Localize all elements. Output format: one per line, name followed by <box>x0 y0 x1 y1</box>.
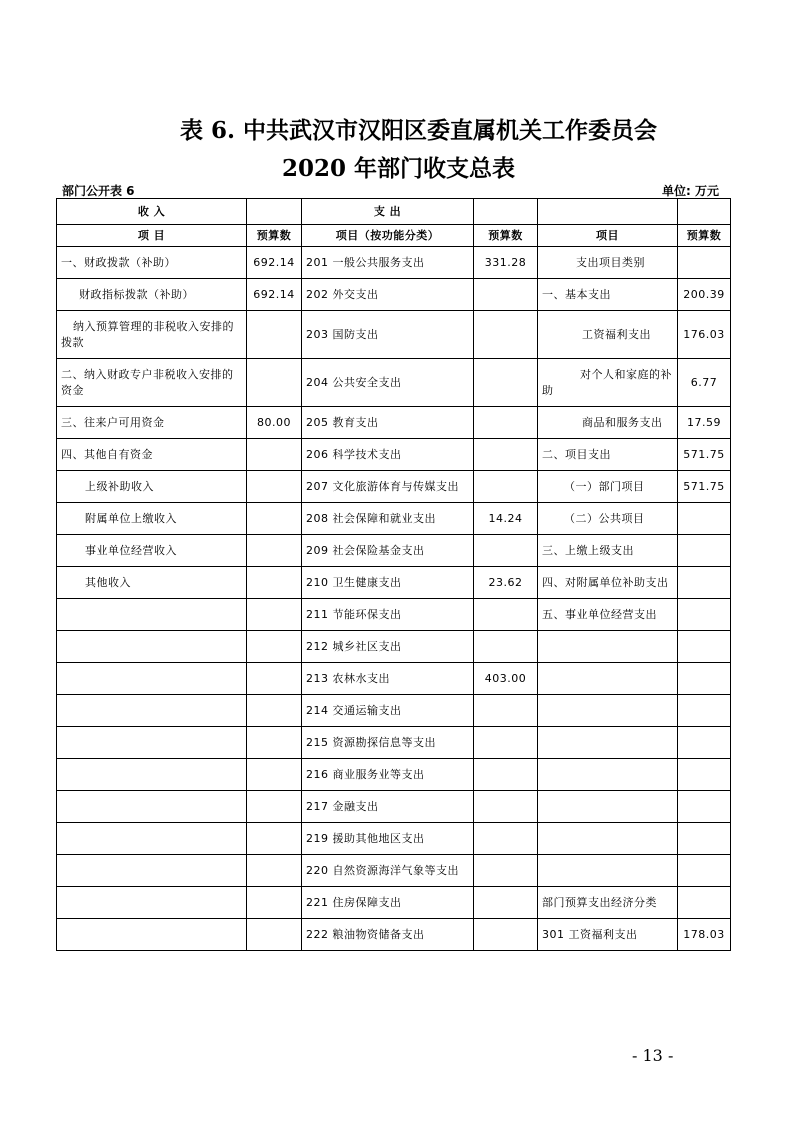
income-value <box>247 631 302 663</box>
expense-item: 216 商业服务业等支出 <box>302 759 474 791</box>
income-value <box>247 759 302 791</box>
expense-item: 209 社会保险基金支出 <box>302 535 474 567</box>
income-value <box>247 695 302 727</box>
category-item <box>538 791 678 823</box>
expense-value <box>474 471 538 503</box>
category-item: 二、项目支出 <box>538 439 678 471</box>
category-item <box>538 727 678 759</box>
expense-item: 220 自然资源海洋气象等支出 <box>302 855 474 887</box>
category-value <box>678 695 731 727</box>
table-row <box>57 503 731 535</box>
category-item: 一、基本支出 <box>538 279 678 311</box>
expense-value <box>474 695 538 727</box>
category-value: 176.03 <box>678 311 731 359</box>
budget-summary-table <box>56 198 731 951</box>
category-value: 571.75 <box>678 439 731 471</box>
category-item <box>538 695 678 727</box>
table-row <box>57 439 731 471</box>
income-item <box>57 663 247 695</box>
income-item <box>57 791 247 823</box>
table-row <box>57 359 731 407</box>
income-value <box>247 919 302 951</box>
table-row <box>57 823 731 855</box>
unit-label: 单位: 万元 <box>662 184 719 198</box>
income-item <box>57 759 247 791</box>
expense-item: 204 公共安全支出 <box>302 359 474 407</box>
category-value <box>678 855 731 887</box>
expense-item: 213 农林水支出 <box>302 663 474 695</box>
table-row <box>57 631 731 663</box>
expense-value <box>474 599 538 631</box>
expense-item: 210 卫生健康支出 <box>302 567 474 599</box>
expense-value: 14.24 <box>474 503 538 535</box>
expense-item: 212 城乡社区支出 <box>302 631 474 663</box>
category-item: 支出项目类别 <box>538 247 678 279</box>
expense-value <box>474 359 538 407</box>
income-item: 其他收入 <box>57 567 247 599</box>
category-value <box>678 535 731 567</box>
expense-item: 208 社会保障和就业支出 <box>302 503 474 535</box>
income-item: 纳入预算管理的非税收入安排的拨款 <box>57 311 247 359</box>
income-item <box>57 823 247 855</box>
income-item: 一、财政拨款（补助） <box>57 247 247 279</box>
category-value: 6.77 <box>678 359 731 407</box>
category-value <box>678 823 731 855</box>
table-row <box>57 663 731 695</box>
income-value <box>247 855 302 887</box>
table-row <box>57 247 731 279</box>
category-value <box>678 759 731 791</box>
page-number: - 13 - <box>632 1046 674 1065</box>
category-value <box>678 599 731 631</box>
expense-value <box>474 919 538 951</box>
blank-header-cell <box>538 199 678 225</box>
expense-value <box>474 407 538 439</box>
category-item: 商品和服务支出 <box>538 407 678 439</box>
income-value <box>247 599 302 631</box>
table-label: 部门公开表 6 <box>62 184 135 198</box>
category-value: 571.75 <box>678 471 731 503</box>
expense-value <box>474 791 538 823</box>
income-item <box>57 855 247 887</box>
income-item <box>57 631 247 663</box>
category-value <box>678 727 731 759</box>
header-row-1 <box>57 199 731 225</box>
category-value <box>678 247 731 279</box>
income-value <box>247 887 302 919</box>
budget-header: 预算数 <box>678 225 731 247</box>
income-item: 三、往来户可用资金 <box>57 407 247 439</box>
expense-value <box>474 535 538 567</box>
category-item: 五、事业单位经营支出 <box>538 599 678 631</box>
income-value <box>247 359 302 407</box>
category-value: 17.59 <box>678 407 731 439</box>
category-value: 200.39 <box>678 279 731 311</box>
blank-header-cell <box>247 199 302 225</box>
table-row <box>57 887 731 919</box>
income-value: 692.14 <box>247 247 302 279</box>
expense-value <box>474 279 538 311</box>
expense-item: 201 一般公共服务支出 <box>302 247 474 279</box>
income-item <box>57 887 247 919</box>
expense-value <box>474 311 538 359</box>
blank-header-cell <box>474 199 538 225</box>
expense-item: 217 金融支出 <box>302 791 474 823</box>
income-item: 四、其他自有资金 <box>57 439 247 471</box>
income-value <box>247 471 302 503</box>
expense-item: 202 外交支出 <box>302 279 474 311</box>
income-value <box>247 503 302 535</box>
expense-value <box>474 855 538 887</box>
item-header: 项 目 <box>57 225 247 247</box>
table-row <box>57 279 731 311</box>
table-row <box>57 567 731 599</box>
blank-header-cell <box>678 199 731 225</box>
right-item-header: 项目 <box>538 225 678 247</box>
income-item: 二、纳入财政专户非税收入安排的资金 <box>57 359 247 407</box>
income-value <box>247 311 302 359</box>
expense-value <box>474 759 538 791</box>
expense-value: 23.62 <box>474 567 538 599</box>
budget-header: 预算数 <box>474 225 538 247</box>
table-row <box>57 727 731 759</box>
expense-item: 203 国防支出 <box>302 311 474 359</box>
expense-item: 222 粮油物资储备支出 <box>302 919 474 951</box>
expense-value: 331.28 <box>474 247 538 279</box>
category-item <box>538 759 678 791</box>
expense-header: 支 出 <box>302 199 474 225</box>
category-value <box>678 631 731 663</box>
category-item <box>538 855 678 887</box>
table-row <box>57 311 731 359</box>
income-item <box>57 919 247 951</box>
expense-item: 207 文化旅游体育与传媒支出 <box>302 471 474 503</box>
income-value: 80.00 <box>247 407 302 439</box>
income-value <box>247 663 302 695</box>
category-value: 178.03 <box>678 919 731 951</box>
budget-header: 预算数 <box>247 225 302 247</box>
expense-item: 214 交通运输支出 <box>302 695 474 727</box>
table-row <box>57 791 731 823</box>
income-value <box>247 535 302 567</box>
category-item: 对个人和家庭的补助 <box>538 359 678 407</box>
expense-item: 215 资源勘探信息等支出 <box>302 727 474 759</box>
category-value <box>678 567 731 599</box>
expense-value: 403.00 <box>474 663 538 695</box>
category-item: （一）部门项目 <box>538 471 678 503</box>
expense-item: 221 住房保障支出 <box>302 887 474 919</box>
category-value <box>678 791 731 823</box>
category-item <box>538 631 678 663</box>
income-item: 上级补助收入 <box>57 471 247 503</box>
expense-value <box>474 631 538 663</box>
income-value <box>247 791 302 823</box>
category-item: 工资福利支出 <box>538 311 678 359</box>
expense-value <box>474 823 538 855</box>
income-value <box>247 823 302 855</box>
income-item <box>57 695 247 727</box>
income-header: 收 入 <box>57 199 247 225</box>
expense-item: 205 教育支出 <box>302 407 474 439</box>
table-row <box>57 599 731 631</box>
income-value <box>247 727 302 759</box>
category-item <box>538 663 678 695</box>
category-value <box>678 887 731 919</box>
income-value <box>247 439 302 471</box>
expense-value <box>474 439 538 471</box>
table-row <box>57 855 731 887</box>
income-item <box>57 727 247 759</box>
income-item: 事业单位经营收入 <box>57 535 247 567</box>
table-row <box>57 535 731 567</box>
expense-item: 219 援助其他地区支出 <box>302 823 474 855</box>
category-value <box>678 663 731 695</box>
income-value: 692.14 <box>247 279 302 311</box>
income-item: 财政指标拨款（补助） <box>57 279 247 311</box>
category-value <box>678 503 731 535</box>
table-row <box>57 407 731 439</box>
expense-value <box>474 727 538 759</box>
category-item: （二）公共项目 <box>538 503 678 535</box>
table-row <box>57 759 731 791</box>
income-item <box>57 599 247 631</box>
expense-item: 206 科学技术支出 <box>302 439 474 471</box>
expense-item: 211 节能环保支出 <box>302 599 474 631</box>
income-value <box>247 567 302 599</box>
category-item: 四、对附属单位补助支出 <box>538 567 678 599</box>
category-item: 三、上缴上级支出 <box>538 535 678 567</box>
category-item: 部门预算支出经济分类 <box>538 887 678 919</box>
table-row <box>57 471 731 503</box>
func-item-header: 项目（按功能分类） <box>302 225 474 247</box>
expense-value <box>474 887 538 919</box>
table-row <box>57 695 731 727</box>
category-item <box>538 823 678 855</box>
header-row-2 <box>57 225 731 247</box>
income-item: 附属单位上缴收入 <box>57 503 247 535</box>
table-row <box>57 919 731 951</box>
category-item: 301 工资福利支出 <box>538 919 678 951</box>
